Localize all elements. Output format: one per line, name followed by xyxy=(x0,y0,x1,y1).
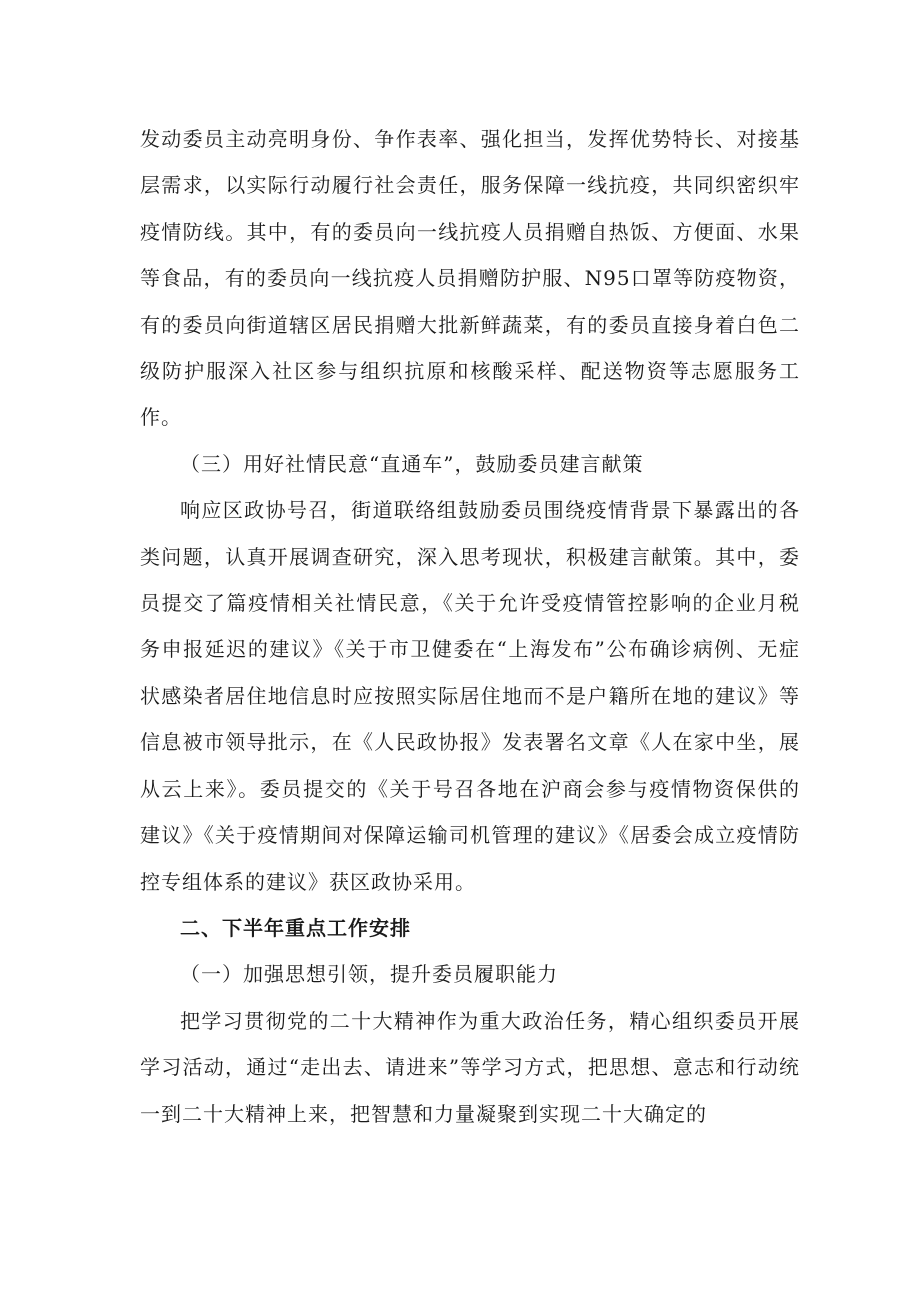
paragraph-study-activities: 把学习贯彻党的二十大精神作为重大政治任务，精心组织委员开展学习活动，通过“走出去、请进来”等学习方式，把思想、意志和行动统一到二十大精神上来，把智慧和力量凝聚到实现二十大确定的 xyxy=(140,1008,800,1126)
section-heading-second-half-plan: 二、下半年重点工作安排 xyxy=(180,915,411,940)
document-body xyxy=(140,116,800,1137)
paragraph-volunteer-actions: 发动委员主动亮明身份、争作表率、强化担当，发挥优势特长、对接基层需求，以实际行动履行社会责任，服务保障一线抗疫，共同织密织牢疫情防线。其中，有的委员向一线抗疫人员捐赠自热饭、方便面、水果等食品，有的委员向一线抗疫人员捐赠防护服、N95口罩等防疫物资，有的委员向街道辖区居民捐赠大批新鲜蔬菜，有的委员直接身着白色二级防护服深入社区参与组织抗原和核酸采样、配送物资等志愿服务工作。 xyxy=(140,127,800,430)
paragraph-proposals: 响应区政协号召，街道联络组鼓励委员围绕疫情背景下暴露出的各类问题，认真开展调查研究，深入思考现状，积极建言献策。其中，委员提交了篇疫情相关社情民意，《关于允许受疫情管控影响的企业月税务申报延迟的建议》《关于市卫健委在“上海发布”公布确诊病例、无症状感染者居住地信息时应按照实际居住地而不是户籍所在地的建议》等信息被市领导批示，在《人民政协报》发表署名文章《人在家中坐，展从云上来》。委员提交的《关于号召各地在沪商会参与疫情物资保供的建议》《关于疫情期间对保障运输司机管理的建议》《居委会成立疫情防控专组体系的建议》获区政协采用。 xyxy=(140,498,800,894)
subheading-ideological-guidance: （一）加强思想引领，提升委员履职能力 xyxy=(180,962,558,987)
subheading-social-opinion: （三）用好社情民意“直通车”，鼓励委员建言献策 xyxy=(180,451,644,476)
